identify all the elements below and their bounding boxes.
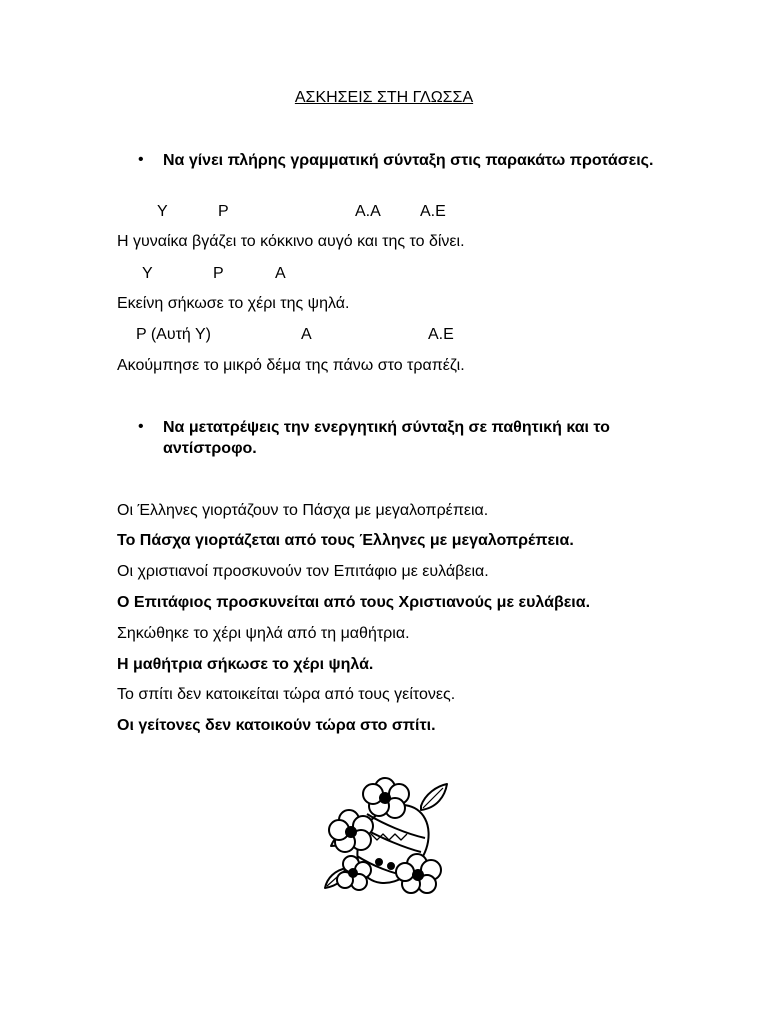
exercise2-answer-sentence: Η μαθήτρια σήκωσε το χέρι ψηλά. xyxy=(117,656,374,673)
exercise2-given-sentence: Οι Έλληνες γιορτάζουν το Πάσχα με μεγαλοπρέπεια. xyxy=(117,502,489,519)
syntax-label: Ρ xyxy=(213,265,224,282)
exercise2-answer-sentence: Οι γείτονες δεν κατοικούν τώρα στο σπίτι. xyxy=(117,717,436,734)
exercise2-given-sentence: Το σπίτι δεν κατοικείται τώρα από τους γείτονες. xyxy=(117,686,456,703)
exercise1-sentence: Εκείνη σήκωσε το χέρι της ψηλά. xyxy=(117,295,350,312)
exercise2-instruction-item xyxy=(138,417,678,461)
syntax-label: Α.Α xyxy=(355,203,381,220)
syntax-label: Ρ (Αυτή Υ) xyxy=(136,326,211,343)
exercise1-instruction-item xyxy=(138,150,678,194)
syntax-label: Υ xyxy=(142,265,153,282)
syntax-label: Υ xyxy=(157,203,168,220)
syntax-label: Ρ xyxy=(218,203,229,220)
page-title: ΑΣΚΗΣΕΙΣ ΣΤΗ ΓΛΩΣΣΑ xyxy=(294,89,474,106)
exercise2-given-sentence: Οι χριστιανοί προσκυνούν τον Επιτάφιο με ευλάβεια. xyxy=(117,563,489,580)
bullet-icon: • xyxy=(138,151,144,168)
exercise2-answer-sentence: Το Πάσχα γιορτάζεται από τους Έλληνες με μεγαλοπρέπεια. xyxy=(117,532,574,549)
exercise1-instruction: Να γίνει πλήρης γραμματική σύνταξη στις παρακάτω προτάσεις. xyxy=(163,152,654,169)
exercise2-given-sentence: Σηκώθηκε το χέρι ψηλά από τη μαθήτρια. xyxy=(117,625,410,642)
syntax-label: Α xyxy=(275,265,286,282)
syntax-label: Α.Ε xyxy=(420,203,446,220)
exercise2-answer-sentence: Ο Επιτάφιος προσκυνείται από τους Χριστιανούς με ευλάβεια. xyxy=(117,594,591,611)
bullet-icon: • xyxy=(138,418,144,435)
exercise2-instruction: Να μετατρέψεις την ενεργητική σύνταξη σε παθητική και το αντίστροφο. xyxy=(163,419,610,457)
syntax-label: Α.Ε xyxy=(428,326,454,343)
exercise1-sentence: Η γυναίκα βγάζει το κόκκινο αυγό και της το δίνει. xyxy=(117,233,465,250)
easter-egg-flowers-icon xyxy=(321,776,449,894)
syntax-label: Α xyxy=(301,326,312,343)
exercise1-sentence: Ακούμπησε το μικρό δέμα της πάνω στο τραπέζι. xyxy=(117,357,465,374)
